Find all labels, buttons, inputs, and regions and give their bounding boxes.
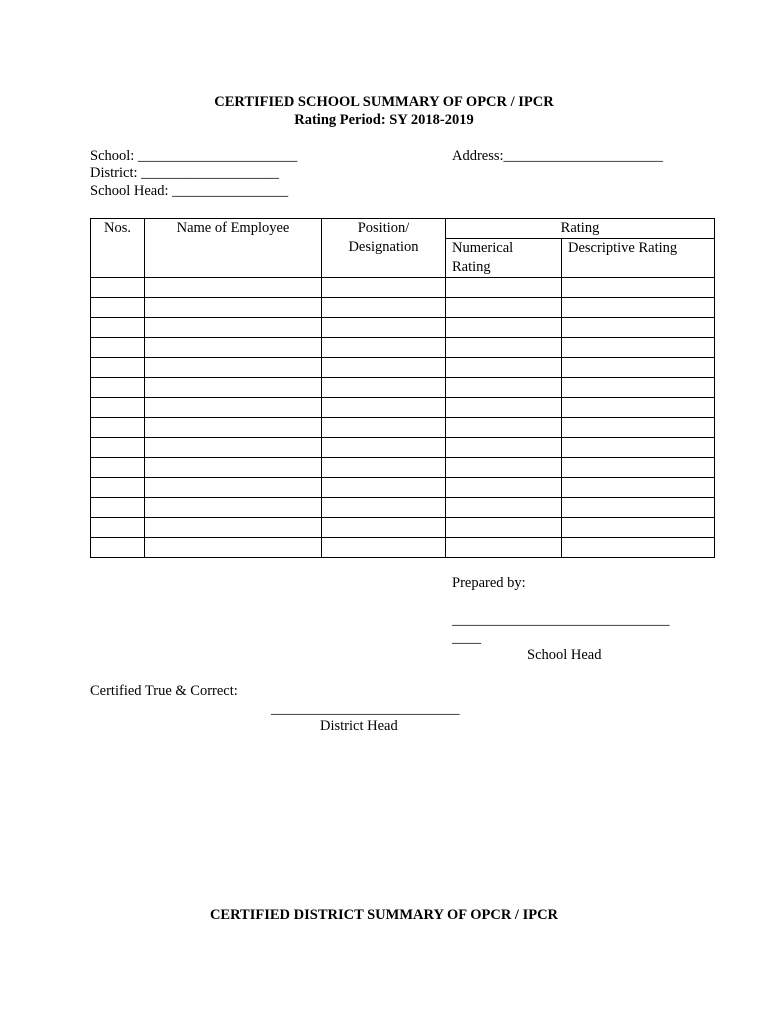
table-cell: [91, 358, 145, 378]
table-cell: [562, 518, 715, 538]
table-cell: [91, 378, 145, 398]
table-cell: [322, 458, 446, 478]
table-cell: [91, 418, 145, 438]
table-cell: [562, 538, 715, 558]
table-cell: [145, 478, 322, 498]
table-body: [91, 278, 715, 558]
table-cell: [446, 278, 562, 298]
header-position: [322, 219, 446, 278]
table-cell: [446, 458, 562, 478]
prepared-by-label: Prepared by:: [452, 575, 526, 591]
table-cell: [91, 318, 145, 338]
table-cell: [145, 418, 322, 438]
header-numerical-line1: Numerical: [452, 240, 514, 256]
school-head-field: School Head: ________________: [90, 183, 289, 199]
document-title: CERTIFIED SCHOOL SUMMARY OF OPCR / IPCR: [214, 94, 554, 110]
table-cell: [145, 438, 322, 458]
table-cell: [446, 518, 562, 538]
table-cell: [322, 378, 446, 398]
header-position-line2: Designation: [348, 239, 419, 255]
header-name-of-employee: Name of Employee: [145, 219, 322, 278]
table-cell: [562, 358, 715, 378]
table-cell: [322, 338, 446, 358]
district-signature-line: __________________________: [271, 701, 460, 717]
header-position-line1: Position/: [357, 220, 410, 236]
table-cell: [562, 498, 715, 518]
table-cell: [145, 358, 322, 378]
table-cell: [145, 518, 322, 538]
table-cell: [91, 398, 145, 418]
table-cell: [562, 298, 715, 318]
table-cell: [145, 298, 322, 318]
table-cell: [446, 538, 562, 558]
table-row: [91, 358, 715, 378]
table-cell: [91, 298, 145, 318]
rating-period: Rating Period: SY 2018-2019: [294, 112, 474, 128]
prepared-signature-line-cont: ____: [452, 630, 481, 646]
table-row: [91, 438, 715, 458]
table-cell: [322, 418, 446, 438]
table-row: [91, 458, 715, 478]
table-row: [91, 518, 715, 538]
district-summary-title: CERTIFIED DISTRICT SUMMARY OF OPCR / IPCR: [209, 907, 559, 923]
certified-label: Certified True & Correct:: [90, 683, 238, 699]
prepared-signature-line: ______________________________: [452, 612, 670, 628]
table-cell: [446, 358, 562, 378]
table-cell: [91, 278, 145, 298]
table-cell: [446, 378, 562, 398]
table-cell: [91, 458, 145, 478]
table-cell: [322, 538, 446, 558]
table-cell: [562, 338, 715, 358]
table-cell: [322, 358, 446, 378]
table-cell: [145, 458, 322, 478]
table-cell: [322, 518, 446, 538]
table-cell: [446, 318, 562, 338]
table-cell: [322, 278, 446, 298]
table-cell: [145, 538, 322, 558]
table-cell: [91, 518, 145, 538]
table-cell: [322, 438, 446, 458]
table-cell: [322, 298, 446, 318]
rating-table: [90, 218, 715, 558]
table-row: [91, 478, 715, 498]
table-row: [91, 298, 715, 318]
table-cell: [562, 438, 715, 458]
address-field: Address:______________________: [452, 148, 664, 164]
table-cell: [91, 438, 145, 458]
table-cell: [562, 318, 715, 338]
table-cell: [91, 338, 145, 358]
table-cell: [145, 278, 322, 298]
table-row: [91, 378, 715, 398]
district-field: District: ___________________: [90, 165, 279, 181]
table-cell: [145, 398, 322, 418]
header-rating: Rating: [446, 219, 715, 239]
table-row: [91, 318, 715, 338]
table-cell: [145, 378, 322, 398]
school-field: School: ______________________: [90, 148, 298, 164]
table-cell: [91, 498, 145, 518]
table-cell: [446, 418, 562, 438]
table-cell: [446, 478, 562, 498]
table-cell: [562, 418, 715, 438]
table-cell: [322, 498, 446, 518]
table-row: [91, 398, 715, 418]
table-cell: [145, 498, 322, 518]
table-cell: [446, 498, 562, 518]
table-cell: [562, 398, 715, 418]
table-cell: [562, 458, 715, 478]
table-cell: [322, 318, 446, 338]
table-cell: [91, 478, 145, 498]
table-cell: [446, 338, 562, 358]
table-cell: [446, 438, 562, 458]
table-cell: [562, 478, 715, 498]
table-cell: [145, 338, 322, 358]
header-numerical-rating: [446, 239, 562, 278]
header-descriptive-rating: Descriptive Rating: [562, 239, 715, 278]
table-cell: [322, 398, 446, 418]
table-row: [91, 338, 715, 358]
table-row: [91, 418, 715, 438]
table-row: [91, 538, 715, 558]
district-head-signatory: District Head: [320, 718, 398, 734]
school-head-signatory: School Head: [527, 647, 602, 663]
table-cell: [562, 278, 715, 298]
table-cell: [145, 318, 322, 338]
table-row: [91, 278, 715, 298]
table-cell: [446, 398, 562, 418]
header-numerical-line2: Rating: [452, 259, 491, 275]
table-cell: [562, 378, 715, 398]
table-cell: [322, 478, 446, 498]
header-nos: Nos.: [91, 219, 145, 278]
table-row: [91, 498, 715, 518]
table-cell: [446, 298, 562, 318]
table-cell: [91, 538, 145, 558]
